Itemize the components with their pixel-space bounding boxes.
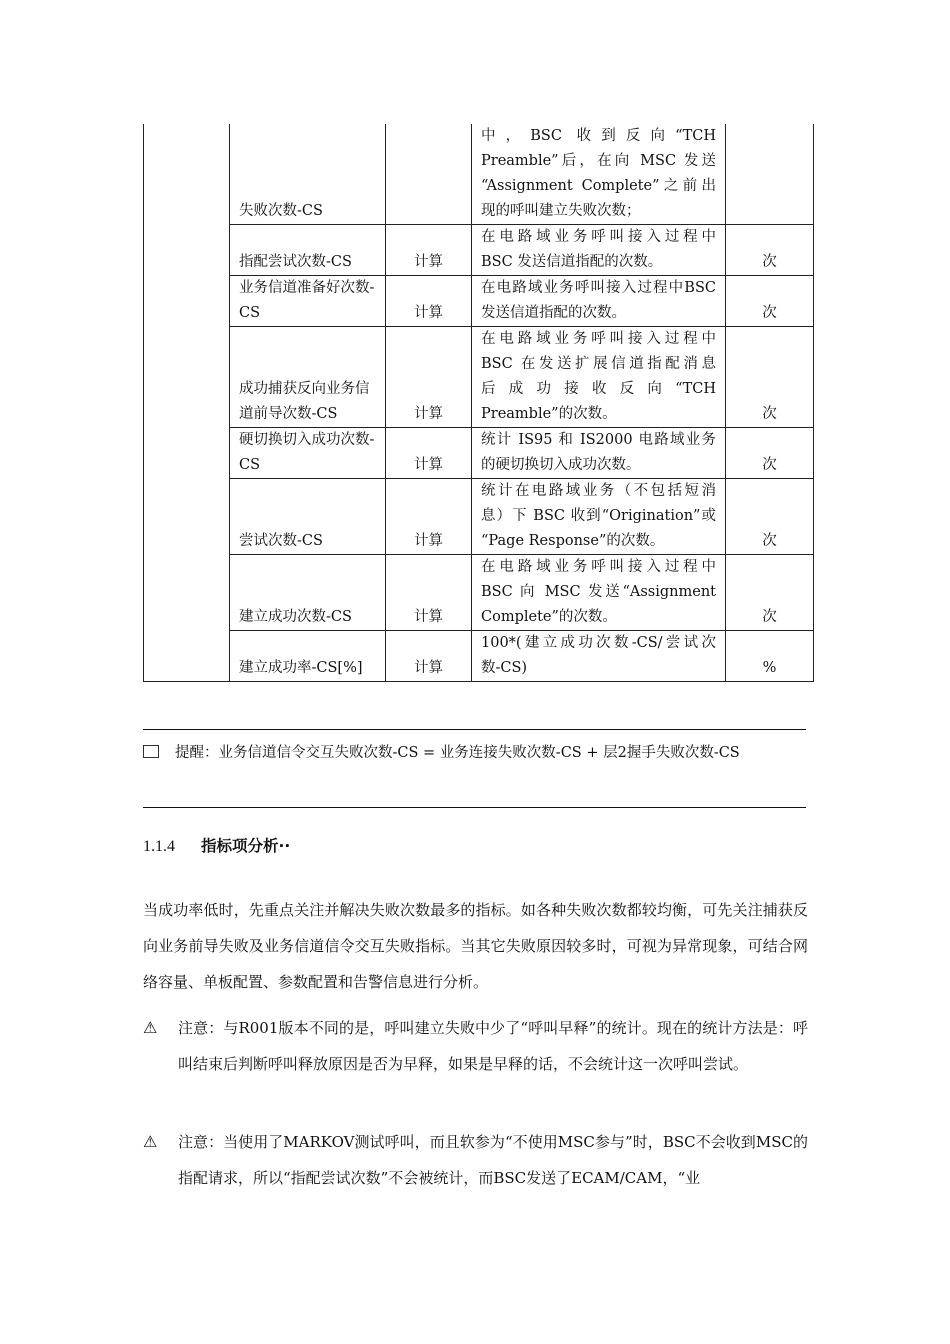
description-line: 在电路域业务呼叫接入过程中BSC xyxy=(481,280,716,296)
description-line: 现的呼叫建立失败次数； xyxy=(481,203,641,219)
description-line: “Assignment Complete”之前出 xyxy=(481,178,716,194)
section-title: 指标项分析·· xyxy=(201,837,291,855)
warning-2 xyxy=(143,1124,808,1196)
warning-1 xyxy=(143,1010,808,1082)
description-line: Preamble”后，在向 MSC 发送 xyxy=(481,153,716,169)
table-row xyxy=(144,225,814,276)
description-line: 100*(建立成功次数-CS/尝试次 xyxy=(481,635,716,651)
note-block xyxy=(143,738,808,769)
metric-name: 尝试次数-CS xyxy=(230,479,386,555)
metric-description xyxy=(472,555,726,631)
metric-method: 计算 xyxy=(386,225,472,276)
metric-unit: 次 xyxy=(726,555,814,631)
table-group-cell xyxy=(144,124,230,682)
metric-name: 建立成功次数-CS xyxy=(230,555,386,631)
metric-name: 失败次数-CS xyxy=(230,124,386,225)
section-heading xyxy=(143,834,290,856)
table-row xyxy=(144,124,814,225)
metric-name: 成功捕获反向业务信道前导次数-CS xyxy=(230,327,386,428)
metric-method: 计算 xyxy=(386,479,472,555)
metric-unit: 次 xyxy=(726,276,814,327)
metric-method: 计算 xyxy=(386,428,472,479)
description-line: 发送信道指配的次数。 xyxy=(481,305,626,321)
description-line: 在电路域业务呼叫接入过程中 xyxy=(481,229,716,245)
metrics-table xyxy=(143,124,814,682)
section-number: 1.1.4 xyxy=(143,838,175,855)
table-row xyxy=(144,479,814,555)
metric-description xyxy=(472,225,726,276)
metric-method: 计算 xyxy=(386,631,472,682)
metric-method: 计算 xyxy=(386,555,472,631)
warning-triangle-icon: ⚠ xyxy=(143,1018,158,1037)
note-bottom-rule xyxy=(143,807,806,808)
metric-description xyxy=(472,276,726,327)
metric-description xyxy=(472,327,726,428)
metric-unit: % xyxy=(726,631,814,682)
metric-description xyxy=(472,428,726,479)
metric-method: 计算 xyxy=(386,276,472,327)
description-line: 在电路域业务呼叫接入过程中 xyxy=(481,331,716,347)
table-row xyxy=(144,327,814,428)
metric-method: 计算 xyxy=(386,327,472,428)
description-line: 中，BSC 收到反向“TCH xyxy=(481,128,716,144)
analysis-paragraph: 当成功率低时，先重点关注并解决失败次数最多的指标。如各种失败次数都较均衡，可先关注捕获反向业务前导失败及业务信道信令交互失败指标。当其它失败原因较多时，可视为异常现象，可结合网络容量、单板配置、参数配置和告警信息进行分析。 xyxy=(143,901,808,991)
metric-method xyxy=(386,124,472,225)
table-row xyxy=(144,555,814,631)
metric-name: 硬切换切入成功次数-CS xyxy=(230,428,386,479)
metric-unit: 次 xyxy=(726,479,814,555)
book-icon xyxy=(143,745,159,758)
description-line: 在电路域业务呼叫接入过程中 xyxy=(481,559,716,575)
description-line: 统计 IS95 和 IS2000 电路域业务 xyxy=(481,432,716,448)
metric-unit xyxy=(726,124,814,225)
note-label: 提醒： xyxy=(175,745,219,761)
description-line: 的硬切换切入成功次数。 xyxy=(481,457,641,473)
metric-unit: 次 xyxy=(726,225,814,276)
table-row xyxy=(144,631,814,682)
description-line: BSC 发送信道指配的次数。 xyxy=(481,254,663,270)
description-line: BSC 在发送扩展信道指配消息 xyxy=(481,356,716,372)
table-row xyxy=(144,276,814,327)
table-row xyxy=(144,428,814,479)
metric-description xyxy=(472,631,726,682)
description-line: Preamble”的次数。 xyxy=(481,406,617,422)
metric-name: 业务信道准备好次数-CS xyxy=(230,276,386,327)
warning-1-text: 注意：与R001版本不同的是，呼叫建立失败中少了“呼叫早释”的统计。现在的统计方法是：呼叫结束后判断呼叫释放原因是否为早释，如果是早释的话，不会统计这一次呼叫尝试。 xyxy=(178,1019,808,1073)
note-text: 业务信道信令交互失败次数-CS = 业务连接失败次数-CS + 层2握手失败次数-CS xyxy=(218,745,740,761)
metric-name: 指配尝试次数-CS xyxy=(230,225,386,276)
description-line: Complete”的次数。 xyxy=(481,609,617,625)
metric-description xyxy=(472,124,726,225)
description-line: “Page Response”的次数。 xyxy=(481,533,665,549)
metric-unit: 次 xyxy=(726,327,814,428)
description-line: BSC 向 MSC 发送“Assignment xyxy=(481,584,716,600)
description-line: 后成功接收反向“TCH xyxy=(481,381,716,397)
note-top-rule xyxy=(143,729,806,730)
metric-description xyxy=(472,479,726,555)
warning-triangle-icon: ⚠ xyxy=(143,1132,158,1151)
metric-name: 建立成功率-CS[%] xyxy=(230,631,386,682)
description-line: 息）下 BSC 收到“Origination”或 xyxy=(481,508,716,524)
warning-2-text: 注意：当使用了MARKOV测试呼叫，而且软参为“不使用MSC参与”时，BSC不会收到MSC的指配请求，所以“指配尝试次数”不会被统计，而BSC发送了ECAM/CAM，“业 xyxy=(178,1133,808,1187)
description-line: 数-CS) xyxy=(481,660,528,676)
description-line: 统计在电路域业务（不包括短消 xyxy=(481,483,716,499)
metric-unit: 次 xyxy=(726,428,814,479)
